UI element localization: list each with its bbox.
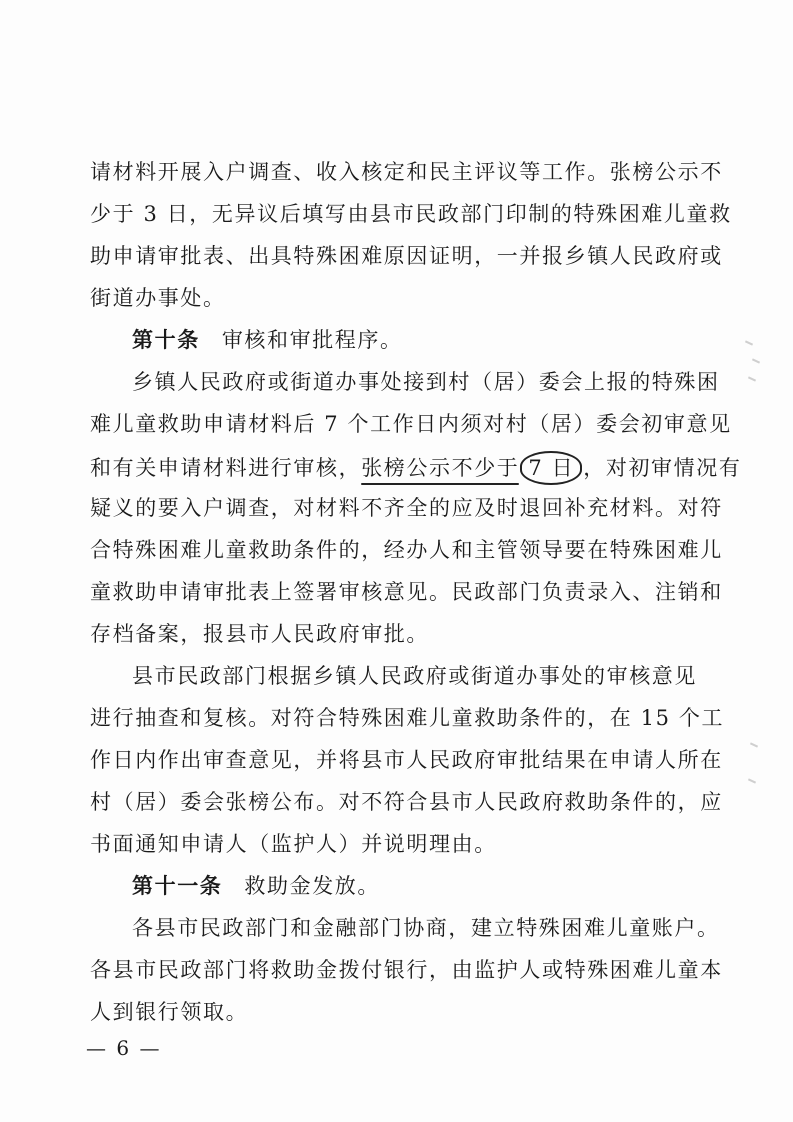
paragraph-1-line-2: 少于 3 日，无异议后填写由县市民政部门印制的特殊困难儿童救 xyxy=(90,202,732,226)
scan-speck xyxy=(750,742,758,747)
article-10-heading: 第十条 xyxy=(132,327,200,352)
underlined-text: 张榜公示不少于 xyxy=(361,456,520,480)
paragraph-2-line-6: 童救助申请审批表上签署审核意见。民政部门负责录入、注销和 xyxy=(90,580,723,604)
paragraph-2-line-3-pre: 和有关申请材料进行审核， xyxy=(90,456,362,480)
handwritten-underline-annotation xyxy=(361,453,519,483)
paragraph-3-line-5: 书面通知申请人（监护人）并说明理由。 xyxy=(90,832,497,856)
paragraph-2-line-7: 存档备案，报县市人民政府审批。 xyxy=(90,622,429,646)
paragraph-2-line-3 xyxy=(90,451,742,485)
paragraph-3-line-3: 作日内作出审查意见，并将县市人民政府审批结果在申请人所在 xyxy=(90,748,723,772)
scan-speck xyxy=(752,358,760,363)
paragraph-2-line-5: 合特殊困难儿童救助条件的，经办人和主管领导要在特殊困难儿 xyxy=(90,538,723,562)
paragraph-3-line-4: 村（居）委会张榜公布。对不符合县市人民政府救助条件的，应 xyxy=(90,790,723,814)
paragraph-2-line-1: 乡镇人民政府或街道办事处接到村（居）委会上报的特殊困 xyxy=(132,370,720,394)
paragraph-4-line-1: 各县市民政部门和金融部门协商，建立特殊困难儿童账户。 xyxy=(132,916,720,940)
article-10-title: 审核和审批程序。 xyxy=(221,328,403,352)
article-11-heading: 第十一条 xyxy=(132,873,223,898)
paragraph-3-line-2: 进行抽查和复核。对符合特殊困难儿童救助条件的，在 15 个工 xyxy=(90,706,725,730)
pen-underline xyxy=(361,483,519,485)
paragraph-2-line-3-post: ，对初审情况有 xyxy=(583,456,742,480)
page-number: — 6 — xyxy=(86,1036,162,1060)
scan-speck xyxy=(748,778,756,783)
paragraph-4-line-2: 各县市民政部门将救助金拨付银行，由监护人或特殊困难儿童本 xyxy=(90,958,723,982)
scan-speck xyxy=(745,340,753,345)
scan-speck xyxy=(748,376,756,381)
article-11-title: 救助金发放。 xyxy=(244,874,381,898)
paragraph-2-line-2: 难儿童救助申请材料后 7 个工作日内须对村（居）委会初审意见 xyxy=(90,412,732,436)
handwritten-circle-annotation: 7 日 xyxy=(520,451,582,485)
paragraph-1-line-3: 助申请审批表、出具特殊困难原因证明，一并报乡镇人民政府或 xyxy=(90,244,723,268)
paragraph-2-line-4: 疑义的要入户调查，对材料不齐全的应及时退回补充材料。对符 xyxy=(90,496,723,520)
paragraph-1-line-1: 请材料开展入户调查、收入核定和民主评议等工作。张榜公示不 xyxy=(90,160,723,184)
article-11-heading-line xyxy=(132,871,730,901)
paragraph-4-line-3: 人到银行领取。 xyxy=(90,1000,249,1024)
paragraph-3-line-1: 县市民政部门根据乡镇人民政府或街道办事处的审核意见 xyxy=(132,664,697,688)
paragraph-1-line-4: 街道办事处。 xyxy=(90,286,226,310)
article-10-heading-line xyxy=(132,325,730,355)
